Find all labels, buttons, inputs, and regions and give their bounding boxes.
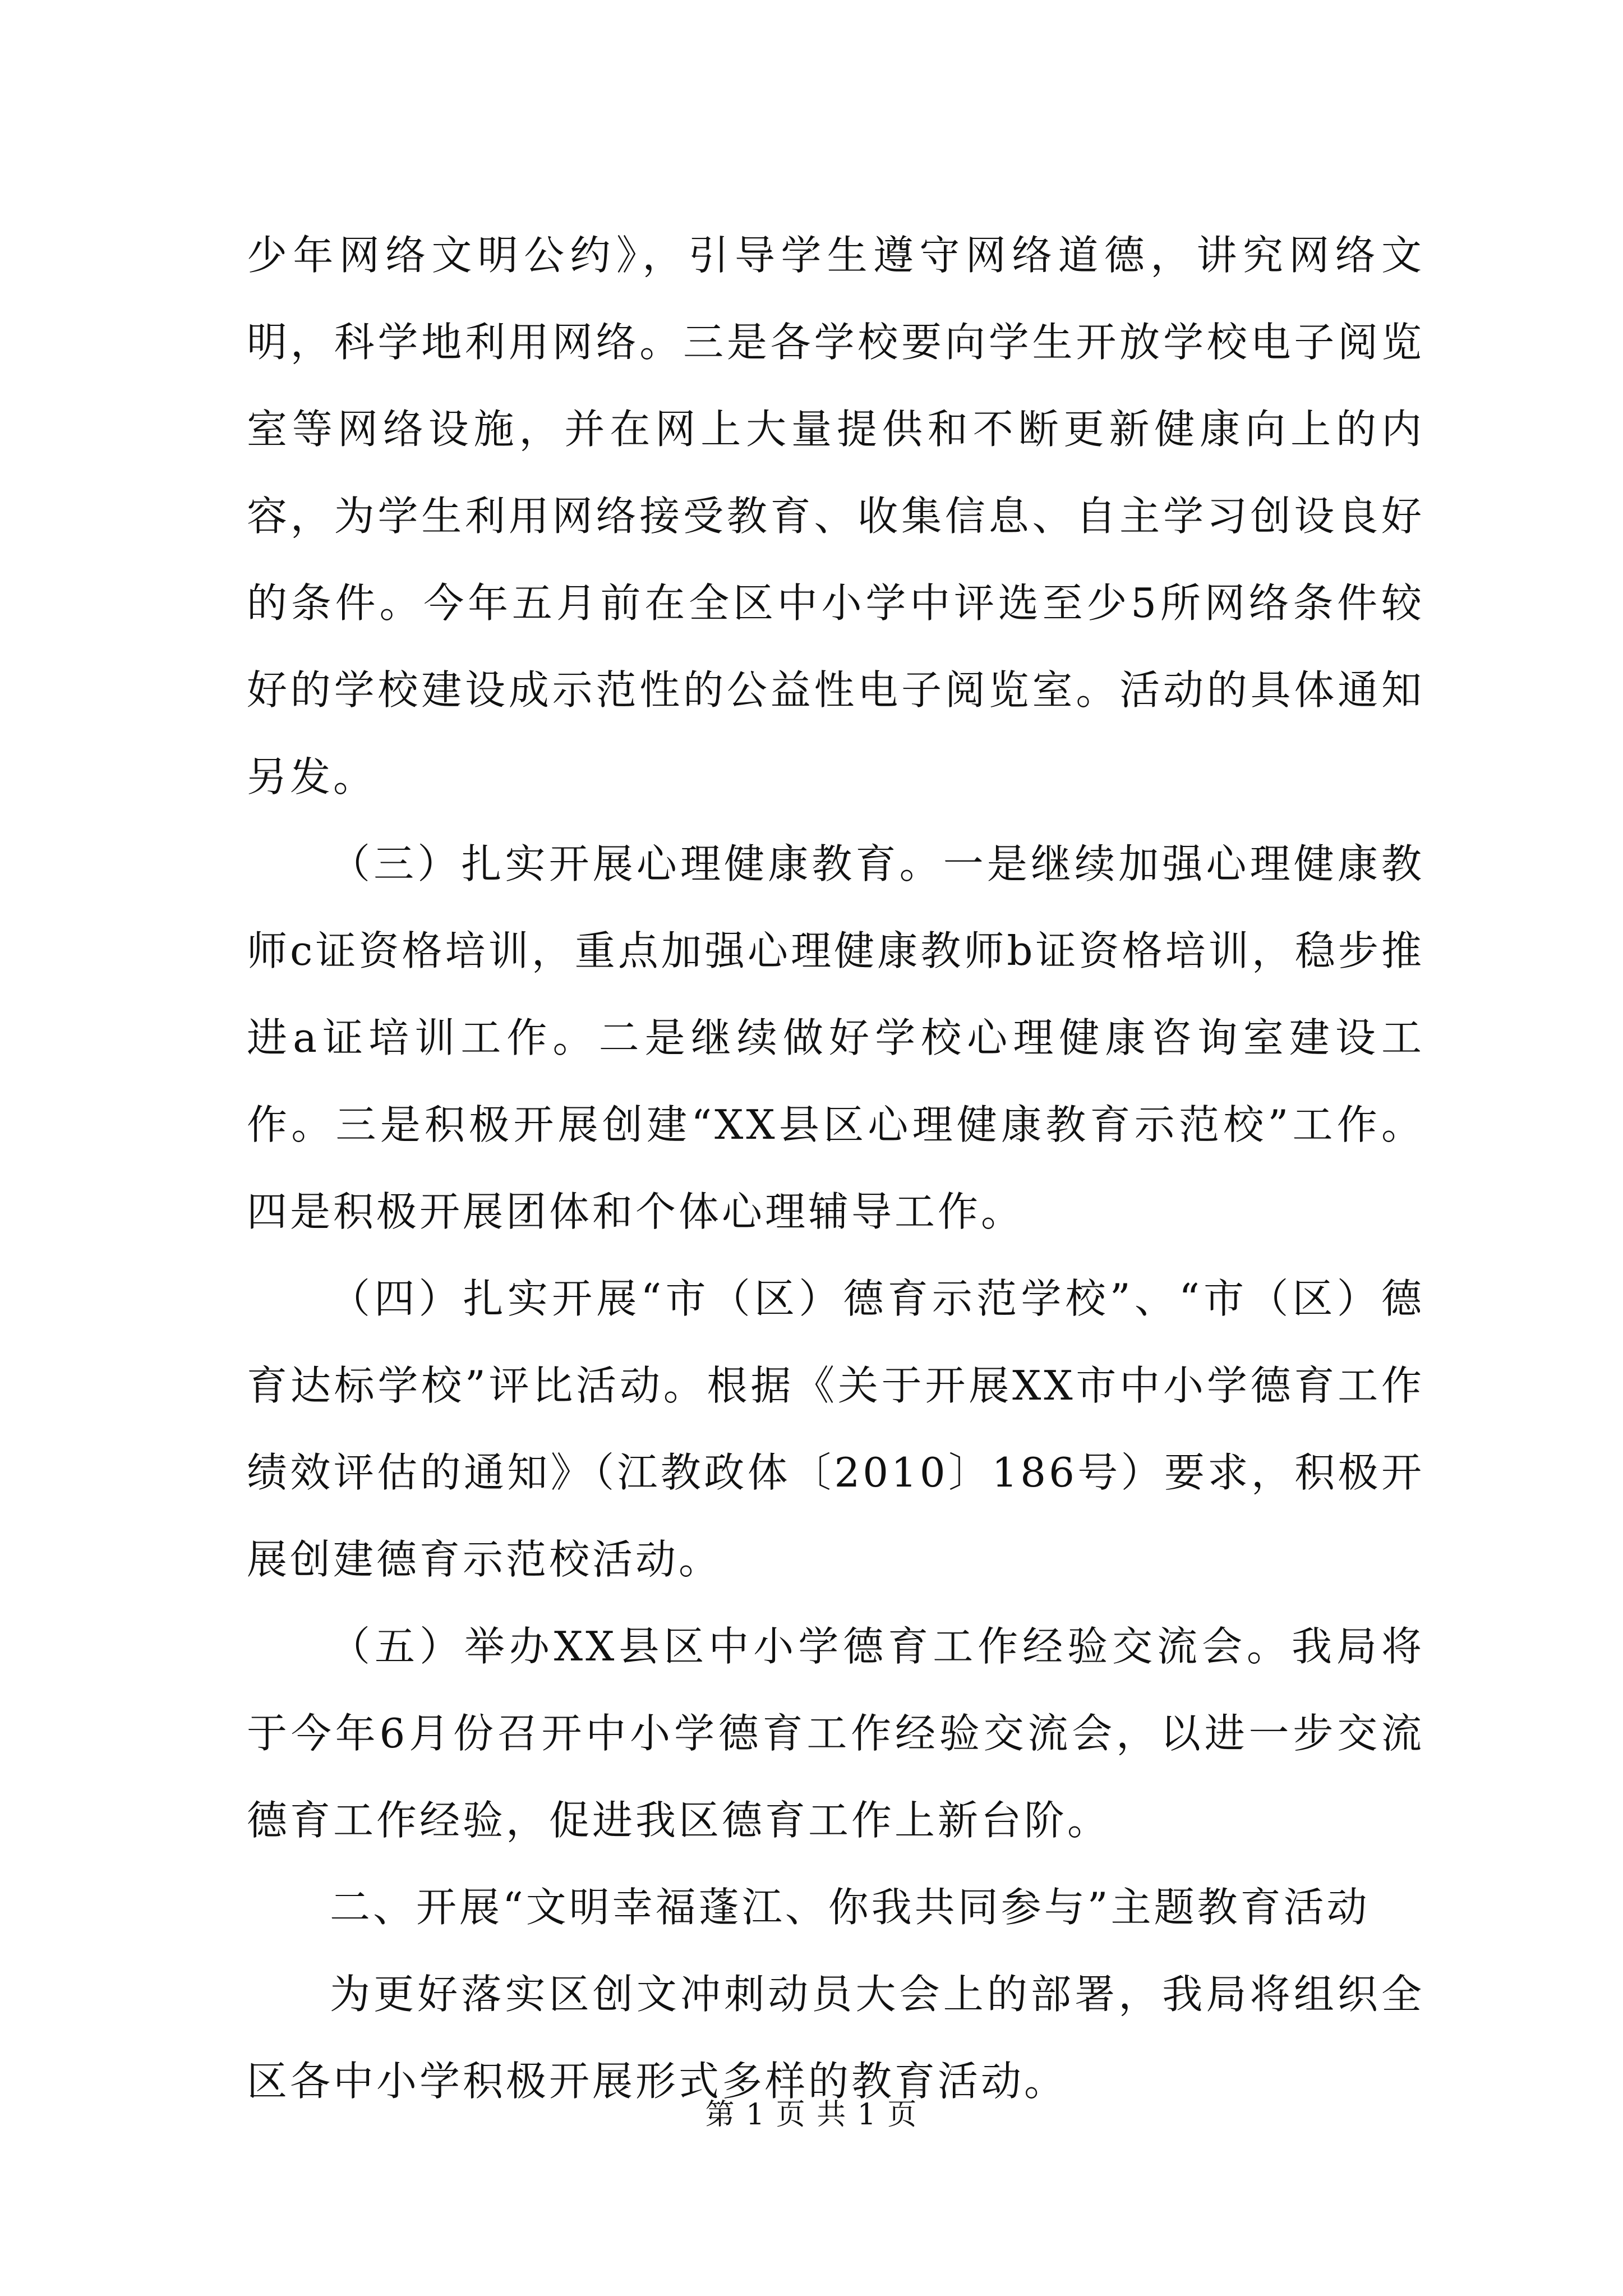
paragraph-1: 少年网络文明公约》，引导学生遵守网络道德，讲究网络文明，科学地利用网络。三是各学校要向学生开放学校电子阅览室等网络设施，并在网上大量提供和不断更新健康向上的内容，为学生利用网络接受教育、收集信息、自主学习创设良好的条件。今年五月前在全区中小学中评选至少5所网络条件较好的学校建设成示范性的公益性电子阅览室。活动的具体通知另发。 [247, 232, 1424, 800]
document-body [247, 212, 1424, 2125]
paragraph-2: （三）扎实开展心理健康教育。一是继续加强心理健康教师c证资格培训，重点加强心理健康教师b证资格培训，稳步推进a证培训工作。二是继续做好学校心理健康咨询室建设工作。三是积极开展创建“XX县区心理健康教育示范校”工作。四是积极开展团体和个体心理辅导工作。 [247, 840, 1424, 1235]
paragraph-4: （五）举办XX县区中小学德育工作经验交流会。我局将于今年6月份召开中小学德育工作经验交流会，以进一步交流德育工作经验，促进我区德育工作上新台阶。 [247, 1623, 1424, 1844]
paragraph-3: （四）扎实开展“市（区）德育示范学校”、“市（区）德育达标学校”评比活动。根据《关于开展XX市中小学德育工作绩效评估的通知》（江教政体〔2010〕186号）要求，积极开展创建德育示范校活动。 [247, 1275, 1424, 1583]
paragraph-5: 为更好落实区创文冲刺动员大会上的部署，我局将组织全区各中小学积极开展形式多样的教育活动。 [247, 1971, 1424, 2105]
page-footer: 第 1 页 共 1 页 [705, 2098, 918, 2132]
section-heading: 二、开展“文明幸福蓬江、你我共同参与”主题教育活动 [330, 1884, 1370, 1931]
